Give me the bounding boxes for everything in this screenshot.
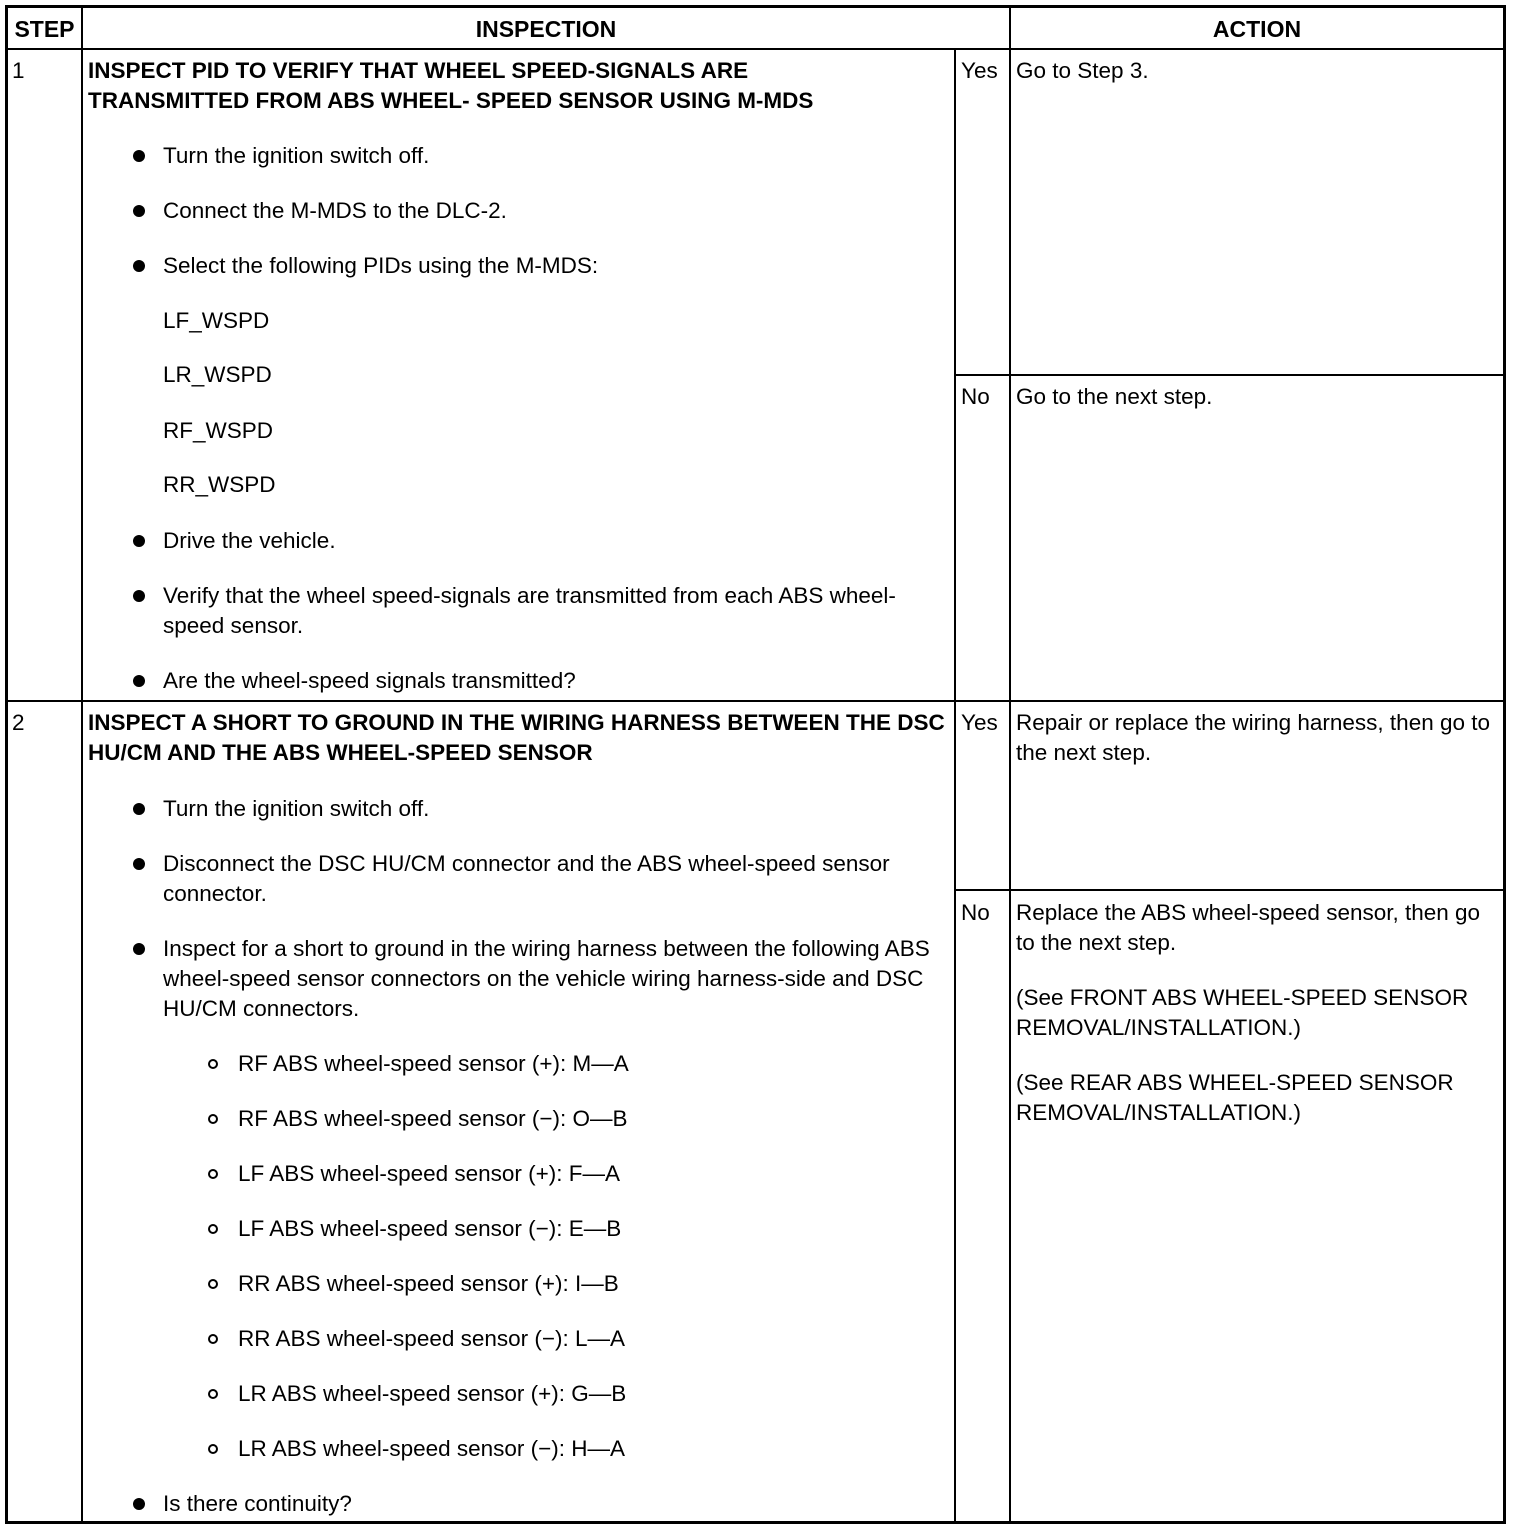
bullet-icon	[133, 675, 145, 687]
bullet-text: Disconnect the DSC HU/CM connector and the ABS wheel-speed sensor connector.	[163, 851, 890, 906]
bullet-text: Turn the ignition switch off.	[163, 796, 430, 821]
no-label: No	[961, 900, 990, 925]
bullet-text: Select the following PIDs using the M-MDS:	[163, 253, 599, 278]
sub-bullet-icon	[208, 1169, 218, 1179]
bullet-icon	[133, 590, 145, 602]
sub-item: RF ABS wheel-speed sensor (−): O—B	[238, 1106, 628, 1131]
yes-action: Repair or replace the wiring harness, then go to the next step.	[1016, 710, 1491, 765]
no-reference: (See REAR ABS WHEEL-SPEED SENSOR REMOVAL/INSTALLATION.)	[1016, 1070, 1454, 1125]
step-title: INSPECT A SHORT TO GROUND IN THE WIRING HARNESS BETWEEN THE DSC HU/CM AND THE ABS WHEEL-SPEED SENSOR	[88, 710, 945, 765]
header-inspection: INSPECTION	[475, 16, 617, 42]
bullet-icon	[133, 1498, 145, 1510]
bullet-icon	[133, 260, 145, 272]
bullet-icon	[133, 943, 145, 955]
yes-action: Go to Step 3.	[1016, 58, 1149, 83]
sub-item: RR ABS wheel-speed sensor (+): I—B	[238, 1271, 619, 1296]
header-action: ACTION	[1212, 16, 1302, 42]
bullet-icon	[133, 205, 145, 217]
header-step: STEP	[14, 16, 75, 42]
bullet-text: Are the wheel-speed signals transmitted?	[163, 668, 576, 693]
sub-item: LR ABS wheel-speed sensor (−): H—A	[238, 1436, 626, 1461]
sub-bullet-icon	[208, 1114, 218, 1124]
step-title: INSPECT PID TO VERIFY THAT WHEEL SPEED-SIGNALS ARE TRANSMITTED FROM ABS WHEEL- SPEED SENSOR USING M-MDS	[88, 58, 814, 113]
sub-bullet-icon	[208, 1059, 218, 1069]
sub-item: LF ABS wheel-speed sensor (−): E—B	[238, 1216, 622, 1241]
yes-label: Yes	[961, 58, 998, 83]
pid-item: RR_WSPD	[163, 472, 276, 497]
pid-item: RF_WSPD	[163, 418, 274, 443]
step1-bottom-divider	[8, 700, 1503, 702]
bullet-icon	[133, 150, 145, 162]
yesno-col-divider	[954, 48, 956, 1521]
sub-item: LR ABS wheel-speed sensor (+): G—B	[238, 1381, 627, 1406]
bullet-icon	[133, 803, 145, 815]
bullet-text: Connect the M-MDS to the DLC-2.	[163, 198, 507, 223]
sub-bullet-icon	[208, 1334, 218, 1344]
action-col-divider	[1009, 8, 1011, 1521]
no-action: Go to the next step.	[1016, 384, 1213, 409]
bullet-text: Turn the ignition switch off.	[163, 143, 430, 168]
no-label: No	[961, 384, 990, 409]
sub-item: RR ABS wheel-speed sensor (−): L—A	[238, 1326, 626, 1351]
yes-label: Yes	[961, 710, 998, 735]
sub-bullet-icon	[208, 1224, 218, 1234]
pid-item: LR_WSPD	[163, 362, 272, 387]
bullet-text: Is there continuity?	[163, 1491, 352, 1516]
bullet-text: Drive the vehicle.	[163, 528, 336, 553]
inspection-table	[5, 5, 1506, 1524]
sub-item: LF ABS wheel-speed sensor (+): F—A	[238, 1161, 621, 1186]
sub-item: RF ABS wheel-speed sensor (+): M—A	[238, 1051, 629, 1076]
step1-yesno-divider	[954, 374, 1503, 376]
bullet-text: Verify that the wheel speed-signals are transmitted from each ABS wheel-speed sensor.	[163, 583, 896, 638]
no-action: Replace the ABS wheel-speed sensor, then go to the next step.	[1016, 900, 1481, 955]
sub-bullet-icon	[208, 1389, 218, 1399]
bullet-text: Inspect for a short to ground in the wiring harness between the following ABS wheel-speed sensor connectors on the vehicle wiring harness-side and DSC HU/CM connectors.	[163, 936, 930, 1021]
bullet-icon	[133, 535, 145, 547]
step-number: 2	[12, 710, 25, 735]
step-number: 1	[12, 58, 25, 83]
step2-yesno-divider	[954, 889, 1503, 891]
step-col-divider	[81, 8, 83, 1521]
no-reference: (See FRONT ABS WHEEL-SPEED SENSOR REMOVAL/INSTALLATION.)	[1016, 985, 1469, 1040]
sub-bullet-icon	[208, 1444, 218, 1454]
sub-bullet-icon	[208, 1279, 218, 1289]
bullet-icon	[133, 858, 145, 870]
pid-item: LF_WSPD	[163, 308, 270, 333]
